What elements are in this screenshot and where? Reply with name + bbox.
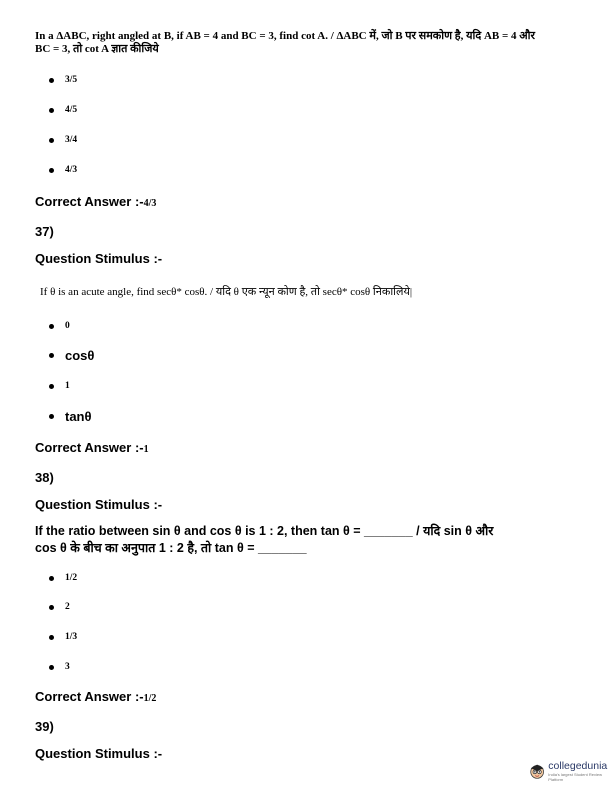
logo-tagline: India's largest Student Review Platform (548, 772, 602, 782)
q38-option-3 (49, 632, 77, 642)
correct-answer-value: 1/2 (143, 693, 157, 704)
q38-option-3-label: 1/3 (65, 632, 78, 642)
bullet-icon (49, 138, 54, 143)
q38-question-text (35, 523, 595, 557)
q37-option-3 (49, 381, 70, 391)
q36-option-3 (49, 135, 77, 145)
q38-option-1 (49, 573, 77, 583)
bullet-icon (49, 665, 54, 670)
q37-option-2-label: cosθ (65, 348, 95, 363)
q36-option-3-label: 3/4 (65, 135, 78, 145)
q38-number: 38) (35, 470, 54, 485)
q39-stimulus-label: Question Stimulus :- (35, 746, 163, 761)
bullet-icon (49, 108, 54, 113)
q38-text-line1: If the ratio between sin θ and cos θ is 1 : 2, then tan θ = _______ / यदि sin θ और (35, 524, 494, 538)
bullet-icon (49, 324, 54, 329)
q36-correct-answer (35, 193, 156, 211)
bullet-icon (49, 353, 54, 358)
bullet-icon (49, 414, 54, 419)
q38-correct-answer (35, 688, 156, 706)
q36-option-4 (49, 165, 77, 175)
q37-number: 37) (35, 224, 54, 239)
correct-answer-label: Correct Answer :- (35, 689, 144, 704)
q37-correct-answer (35, 439, 149, 457)
correct-answer-value: 4/3 (143, 198, 157, 209)
q38-option-2-label: 2 (65, 602, 70, 612)
q37-option-4 (49, 409, 92, 424)
q38-option-2 (49, 602, 70, 612)
q38-option-1-label: 1/2 (65, 573, 78, 583)
q36-text-line2: BC = 3, तो cot A ज्ञात कीजिये (35, 43, 159, 55)
bullet-icon (49, 78, 54, 83)
correct-answer-label: Correct Answer :- (35, 194, 144, 209)
q37-question-text: If θ is an acute angle, find secθ* cosθ. / यदि θ एक न्यून कोण है, तो secθ* cosθ निकालिये| (40, 286, 413, 298)
bullet-icon (49, 635, 54, 640)
bullet-icon (49, 605, 54, 610)
q37-option-1 (49, 321, 70, 331)
q37-option-4-label: tanθ (65, 409, 92, 424)
q36-option-1 (49, 75, 77, 85)
q36-option-1-label: 3/5 (65, 75, 78, 85)
q38-option-4 (49, 662, 70, 672)
bullet-icon (49, 168, 54, 173)
q36-option-4-label: 4/3 (65, 165, 78, 175)
logo-name: collegedunia (548, 760, 608, 772)
q36-option-2-label: 4/5 (65, 105, 78, 115)
q39-number: 39) (35, 719, 54, 734)
q36-option-2 (49, 105, 77, 115)
q36-text-line1: In a ΔABC, right angled at B, if AB = 4 and BC = 3, find cot A. / ΔABC में, जो B पर समकोण है, यदि AB = 4 और (35, 30, 536, 42)
q38-stimulus-label: Question Stimulus :- (35, 497, 163, 512)
q38-option-4-label: 3 (65, 662, 70, 672)
correct-answer-value: 1 (143, 444, 149, 455)
q38-text-line2: cos θ के बीच का अनुपात 1 : 2 है, तो tan θ = _______ (35, 541, 307, 555)
collegedunia-logo (528, 760, 612, 782)
student-mascot-icon (528, 761, 546, 781)
q37-option-1-label: 0 (65, 321, 70, 331)
correct-answer-label: Correct Answer :- (35, 440, 144, 455)
q37-stimulus-label: Question Stimulus :- (35, 251, 163, 266)
bullet-icon (49, 384, 54, 389)
q37-option-3-label: 1 (65, 381, 70, 391)
bullet-icon (49, 576, 54, 581)
q36-text (35, 30, 595, 56)
q37-option-2 (49, 348, 94, 363)
